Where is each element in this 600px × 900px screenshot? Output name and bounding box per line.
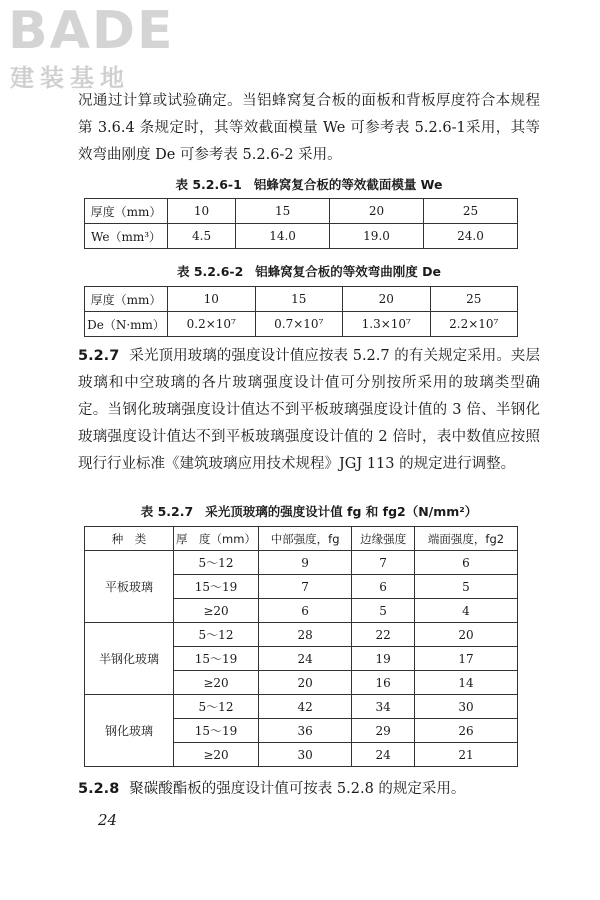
table-cell: 20: [259, 671, 352, 695]
table-cell: 9: [259, 551, 352, 575]
table-cell: 25: [430, 287, 518, 312]
table-cell: 21: [414, 743, 517, 767]
table-cell: 15～19: [174, 575, 259, 599]
table-cell: 16: [352, 671, 415, 695]
table3-number: 表 5.2.7: [140, 504, 194, 519]
table-cell: 4: [414, 599, 517, 623]
table-cell: 30: [259, 743, 352, 767]
table-cell: 30: [414, 695, 517, 719]
table-row: [85, 199, 518, 224]
table-cell: 19: [352, 647, 415, 671]
table-cell: 0.2×10⁷: [168, 312, 256, 337]
table-cell: 5: [414, 575, 517, 599]
table-row: [85, 623, 518, 647]
table2-title: 铝蜂窝复合板的等效弯曲刚度 De: [255, 264, 442, 279]
table2-bending-stiffness: [84, 286, 518, 337]
table-cell: 34: [352, 695, 415, 719]
logo-brand: BADE: [8, 1, 175, 61]
table1-section-modulus: [84, 198, 518, 249]
table-cell: 24: [259, 647, 352, 671]
table-cell: 2.2×10⁷: [430, 312, 518, 337]
table-row: [85, 224, 518, 249]
table-cell: We（mm³）: [85, 224, 168, 249]
table-cell: 42: [259, 695, 352, 719]
column-header: 厚 度（mm）: [174, 527, 259, 551]
table-row: [85, 695, 518, 719]
table2-caption: [78, 262, 540, 280]
table-cell: 10: [168, 287, 256, 312]
table-cell: 5～12: [174, 695, 259, 719]
column-header: 种 类: [85, 527, 174, 551]
table-cell: 28: [259, 623, 352, 647]
table-cell: 1.3×10⁷: [343, 312, 431, 337]
table-cell: 24.0: [424, 224, 518, 249]
table-cell: 20: [414, 623, 517, 647]
table-cell: 22: [352, 623, 415, 647]
table-cell: 14: [414, 671, 517, 695]
column-header: 端面强度，fg2: [414, 527, 517, 551]
table-cell: 19.0: [330, 224, 424, 249]
intro-paragraph: 况通过计算或试验确定。当铝蜂窝复合板的面板和背板厚度符合本规程第 3.6.4 条规定时，其等效截面模量 We 可参考表 5.2.6-1采用，其等效弯曲刚度 De 可参考表 5.2.6-2 采用。: [78, 93, 540, 163]
table-cell: 15～19: [174, 719, 259, 743]
table-cell: 7: [259, 575, 352, 599]
table3-caption: [78, 502, 540, 520]
table-cell: ≥20: [174, 671, 259, 695]
table3-glass-strength: [84, 526, 518, 767]
table-cell: 7: [352, 551, 415, 575]
table2-number: 表 5.2.6-2: [176, 264, 244, 279]
table-cell: 20: [343, 287, 431, 312]
table-cell: 17: [414, 647, 517, 671]
table-cell: 4.5: [168, 224, 236, 249]
table-cell: 5～12: [174, 551, 259, 575]
table-cell: 0.7×10⁷: [255, 312, 343, 337]
table1-caption: [78, 175, 540, 193]
table-cell: 29: [352, 719, 415, 743]
section-text: 采光顶用玻璃的强度设计值应按表 5.2.7 的有关规定采用。夹层玻璃和中空玻璃的各片玻璃强度设计值可分别按所采用的玻璃类型确定。当钢化玻璃强度设计值达不到平板玻璃强度设计值的 3 倍、半钢化玻璃强度设计值达不到平板玻璃强度设计值的 2 倍时，表中数值应按照现行行业标准《建筑玻璃应用技术规程》JGJ 113 的规定进行调整。: [78, 348, 540, 472]
table-cell: 5～12: [174, 623, 259, 647]
table-cell: 15: [236, 199, 330, 224]
table-cell: 6: [259, 599, 352, 623]
table-cell: 36: [259, 719, 352, 743]
column-header: 中部强度，fg: [259, 527, 352, 551]
table-cell: 15～19: [174, 647, 259, 671]
table-cell: ≥20: [174, 743, 259, 767]
section-5-2-8: [78, 776, 540, 803]
column-header: 边缘强度: [352, 527, 415, 551]
table-cell: De（N·mm）: [85, 312, 168, 337]
table-cell: 20: [330, 199, 424, 224]
category-cell: 半钢化玻璃: [85, 623, 174, 695]
table-cell: 6: [352, 575, 415, 599]
table-cell: 14.0: [236, 224, 330, 249]
table-cell: 25: [424, 199, 518, 224]
table1-title: 铝蜂窝复合板的等效截面模量 We: [253, 177, 443, 192]
table-header-row: [85, 527, 518, 551]
table-cell: 26: [414, 719, 517, 743]
table-row: [85, 551, 518, 575]
table-row: [85, 312, 518, 337]
table3-title: 采光顶玻璃的强度设计值 fg 和 fg2（N/mm²）: [205, 504, 478, 519]
table-cell: 厚度（mm）: [85, 199, 168, 224]
section-5-2-7: [78, 343, 540, 478]
table-cell: ≥20: [174, 599, 259, 623]
table-cell: 24: [352, 743, 415, 767]
category-cell: 钢化玻璃: [85, 695, 174, 767]
category-cell: 平板玻璃: [85, 551, 174, 623]
table-cell: 6: [414, 551, 517, 575]
section-number: 5.2.8: [78, 781, 120, 797]
table1-number: 表 5.2.6-1: [175, 177, 242, 192]
table-cell: 15: [255, 287, 343, 312]
table-cell: 5: [352, 599, 415, 623]
section-number: 5.2.7: [78, 348, 120, 364]
table-cell: 10: [168, 199, 236, 224]
table-row: [85, 287, 518, 312]
table-cell: 厚度（mm）: [85, 287, 168, 312]
section-text: 聚碳酸酯板的强度设计值可按表 5.2.8 的规定采用。: [129, 781, 466, 797]
bade-logo: [8, 1, 183, 92]
logo-subtitle: 建装基地: [10, 64, 130, 92]
page-number: 24: [98, 811, 118, 829]
